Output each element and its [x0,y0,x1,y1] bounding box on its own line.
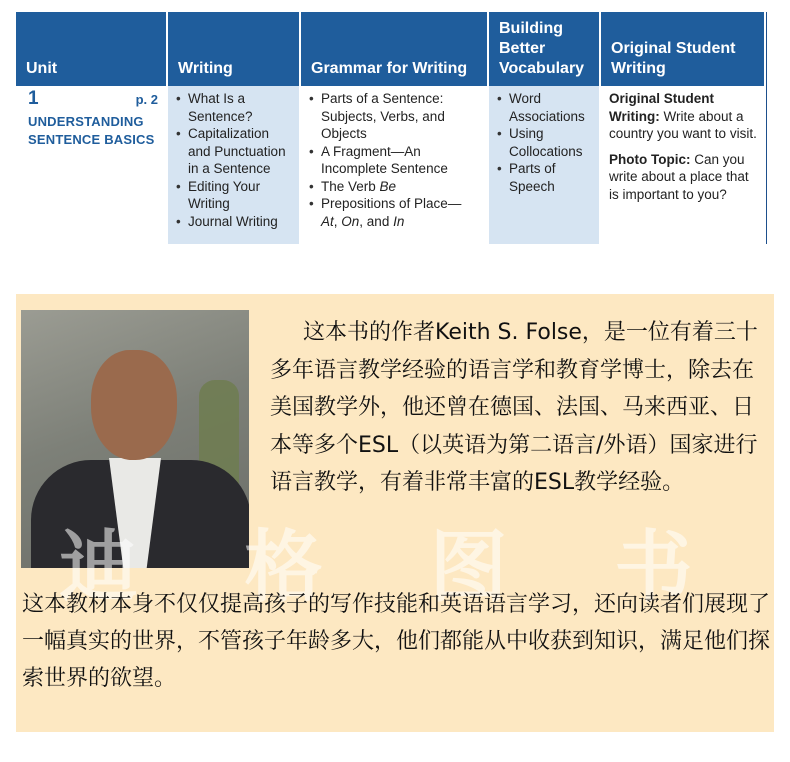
photo-topic [609,151,760,204]
contents-table [16,12,767,244]
watermark-char: 格 [244,523,363,613]
photo-topic-label: Photo Topic: [609,151,691,167]
author-photo [21,310,249,568]
writing-cell [168,86,301,244]
grammar-cell [301,86,489,244]
author-panel [16,294,774,732]
photo-topic-text: Can you write about a place that is important to you? [609,151,749,202]
book-description: 这本教材本身不仅仅提高孩子的写作技能和英语语言学习，还向读者们展现了一幅真实的世界，不管孩子年龄多大，他们都能从中收获到知识，满足他们探索世界的欲望。 [22,592,771,691]
head [91,350,177,460]
separator: , and [359,213,394,229]
list-item [309,178,483,196]
list-item: • Parts of Speech [497,160,593,195]
preposition-in: In [393,213,405,229]
list-item: • What Is a Sentence? [176,90,293,125]
unit-title: UNDERSTANDING SENTENCE BASICS [28,113,155,147]
list-item: • Word Associations [497,90,593,125]
watermark-char: 迪 [59,523,178,613]
author-bio: 这本书的作者Keith S. Folse，是一位有着三十多年语言教学经验的语言学和教育学博士，除去在美国教学外，他还曾在德国、法国、马来西亚、日本等多个ESL（以英语为第二语言/外语）国家进行语言教学，有着非常丰富的ESL教学经验。 [270,320,758,495]
list-item: • Editing Your Writing [176,178,293,213]
list-item-italic: Be [379,178,397,194]
preposition-on: On [341,213,360,229]
header-grammar: Grammar for Writing [301,12,489,86]
header-unit: Unit [16,12,168,86]
preposition-at: At [321,213,334,229]
list-item [309,195,483,230]
separator: , [333,213,342,229]
unit-number: 1 [28,88,39,109]
original-writing-cell [601,86,766,244]
header-writing: Writing [168,12,301,86]
watermark-char: 图 [429,523,548,613]
header-original-writing: Original Student Writing [601,12,766,86]
list-item: • Using Collocations [497,125,593,160]
list-item-text: Prepositions of Place— [321,196,462,211]
list-item-text: The Verb [321,178,380,194]
header-vocabulary: Building Better Vocabulary [489,12,601,86]
list-item: • Parts of a Sentence: Subjects, Verbs, and Objects [309,90,483,143]
assignment-label: Original Student Writing: [609,91,715,124]
list-item: • A Fragment—An Incomplete Sentence [309,143,483,178]
watermark-char: 书 [614,523,733,613]
assignment-text: Write about a country you want to visit. [609,108,757,141]
assignment [609,90,760,143]
list-item: • Journal Writing [176,213,293,231]
list-item: • Capitalization and Punctuation in a Sentence [176,125,293,178]
unit-page: p. 2 [135,92,158,107]
unit-cell [16,86,168,244]
vocabulary-cell [489,86,601,244]
